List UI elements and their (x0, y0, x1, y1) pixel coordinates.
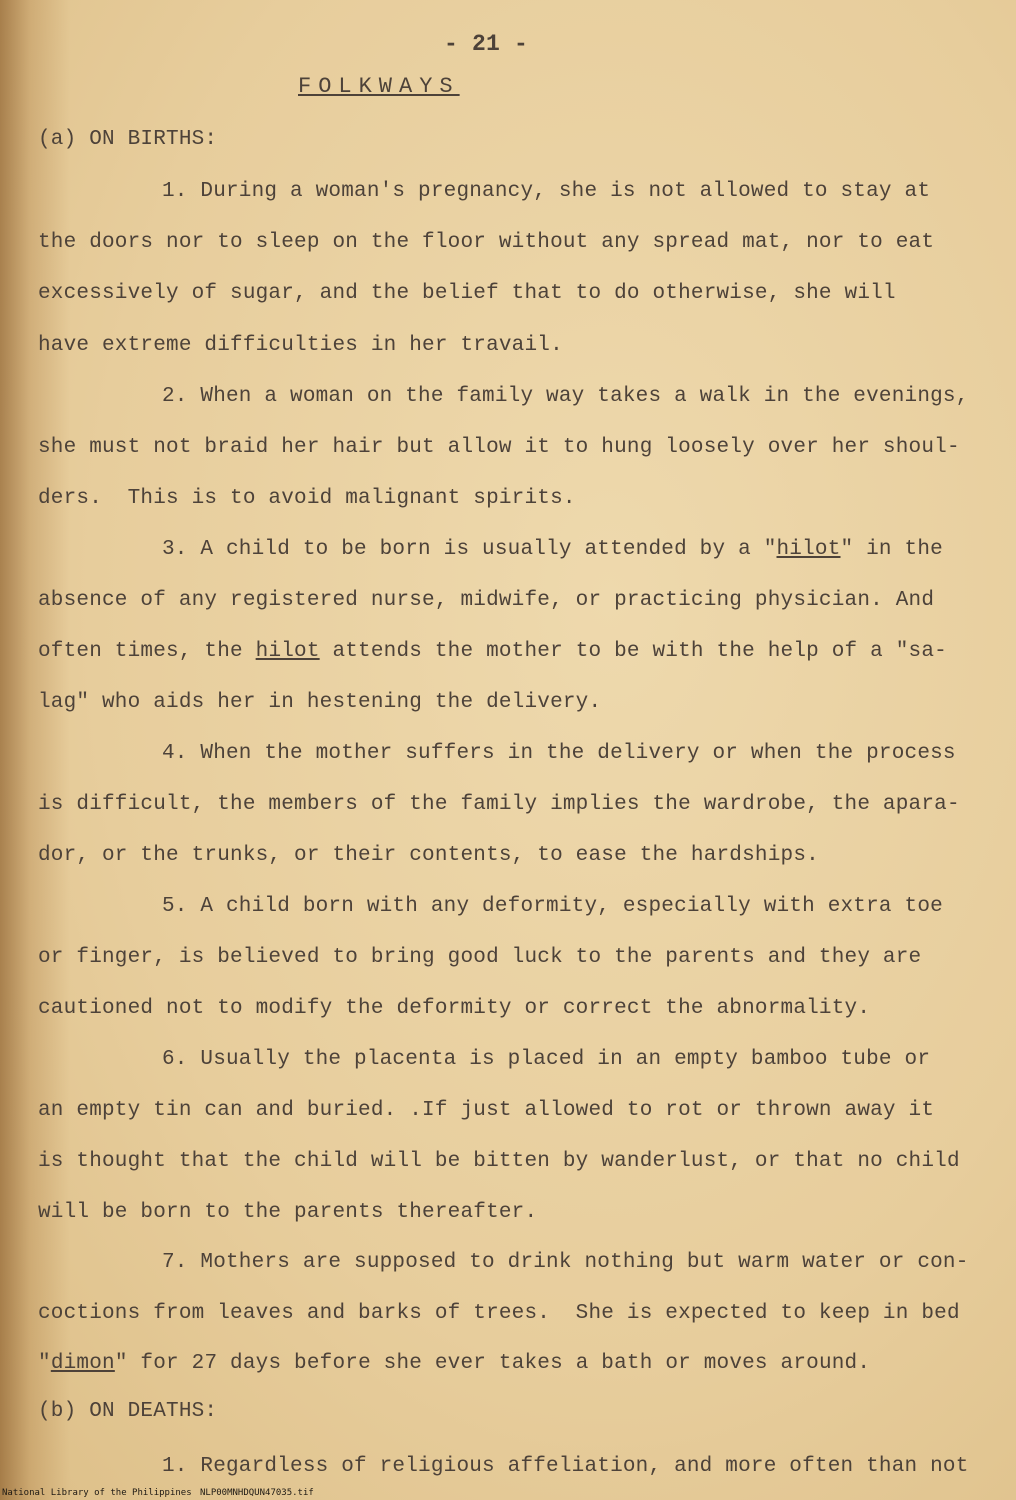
text-line (162, 538, 943, 562)
text-line: dor, or the trunks, or their contents, to ease the hardships. (38, 844, 819, 867)
text-line: excessively of sugar, and the belief that to do otherwise, she will (38, 282, 896, 305)
text-line: she must not braid her hair but allow it to hung loosely over her shoul- (38, 436, 960, 459)
underlined-term: hilot (776, 538, 841, 561)
text-segment: " in the (840, 538, 943, 561)
text-line: is thought that the child will be bitten by wanderlust, or that no child (38, 1150, 960, 1173)
underlined-term: dimon (50, 1352, 115, 1375)
section-heading-deaths: (b) ON DEATHS: (38, 1400, 218, 1423)
text-line: have extreme difficulties in her travail. (38, 334, 563, 357)
text-segment: attends the mother to be with the help of a "sa- (319, 640, 947, 663)
text-line: 4. When the mother suffers in the delivery or when the process (162, 742, 956, 765)
underlined-term: hilot (255, 640, 320, 663)
text-segment: 3. A child to be born is usually attended by a " (162, 538, 777, 561)
text-segment: " for 27 days before she ever takes a bath or moves around. (114, 1352, 871, 1375)
text-line: 5. A child born with any deformity, especially with extra toe (162, 895, 943, 918)
text-line: cautioned not to modify the deformity or correct the abnormality. (38, 997, 871, 1020)
page-title: FOLKWAYS (298, 74, 460, 99)
text-line: 1. During a woman's pregnancy, she is not allowed to stay at (162, 180, 931, 203)
section-heading-births: (a) ON BIRTHS: (38, 128, 218, 151)
text-line: is difficult, the members of the family implies the wardrobe, the apara- (38, 793, 960, 816)
text-line: lag" who aids her in hestening the delivery. (38, 691, 602, 714)
text-segment: often times, the (38, 640, 256, 663)
text-line: 7. Mothers are supposed to drink nothing but warm water or con- (162, 1251, 969, 1274)
footer-library-credit: National Library of the Philippines (2, 1488, 192, 1498)
page-number: - 21 - (444, 31, 529, 57)
text-line: 6. Usually the placenta is placed in an empty bamboo tube or (162, 1048, 931, 1071)
footer-file-id: NLP00MNHDQUN47035.tif (200, 1488, 314, 1498)
text-line: coctions from leaves and barks of trees. She is expected to keep in bed (38, 1302, 960, 1325)
text-line: or finger, is believed to bring good luck to the parents and they are (38, 946, 922, 969)
text-line: 1. Regardless of religious affeliation, and more often than not (162, 1455, 969, 1478)
text-line: will be born to the parents thereafter. (38, 1201, 538, 1224)
text-line: 2. When a woman on the family way takes a walk in the evenings, (162, 385, 969, 408)
text-segment: " (38, 1352, 51, 1375)
text-line: ders. This is to avoid malignant spirits. (38, 487, 576, 510)
text-line (38, 640, 947, 664)
text-line: the doors nor to sleep on the floor without any spread mat, nor to eat (38, 231, 935, 254)
text-line: an empty tin can and buried. .If just allowed to rot or thrown away it (38, 1099, 935, 1122)
text-line: absence of any registered nurse, midwife, or practicing physician. And (38, 589, 935, 612)
text-line (38, 1352, 870, 1376)
